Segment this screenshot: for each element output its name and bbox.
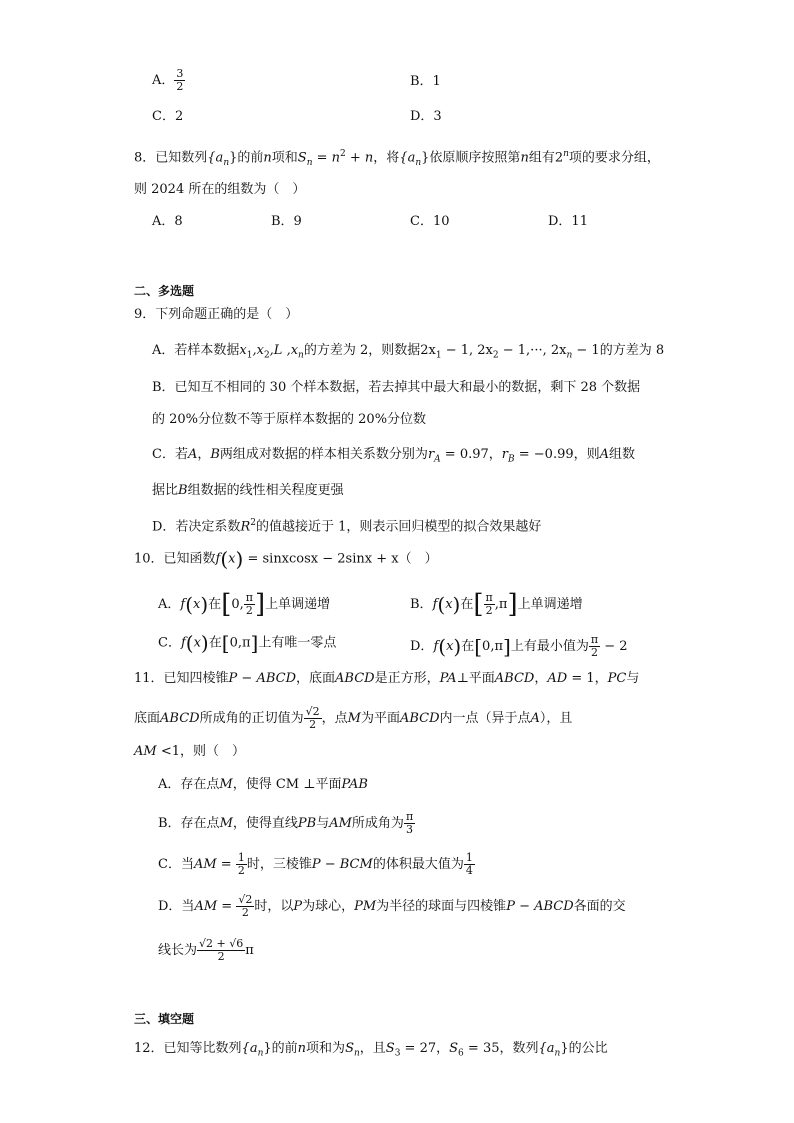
q9-option-b-line2: 的 20%分位数不等于原样本数据的 20%分位数 (152, 412, 427, 427)
q10-option-b: B．f(x)在[ $\frac{\pi}{2}$ ,π]上单调递增 (410, 589, 583, 620)
q9-option-b-line1: B．已知互不相同的 30 个样本数据，若去掉其中最大和最小的数据，剩下 28 个数据 (152, 380, 641, 395)
q11-stem-line3: AM <1，则（ ） (134, 744, 245, 759)
q9-option-d: D．若决定系数$R^2$的值越接近于 1，则表示回归模型的拟合效果越好 (152, 518, 542, 535)
q8-option-d: D．11 (548, 214, 588, 229)
q10-stem: 10．已知函数f(x) = sinxcosx − 2sinx + x（ ） (134, 547, 438, 571)
q12-stem: 12．已知等比数列$\{a_n\}$的前n项和为$S_n$，且$S_3 = 27$，$S_6 = 35$，数列$\{a_n\}$的公比 (134, 1041, 608, 1059)
q10-option-d: D．f(x)在[0,π]上有最小值为 $\frac{\pi}{2}$ − 2 (410, 633, 628, 659)
q7-option-a-fraction: $\frac{3}{2}$ (176, 67, 184, 93)
q7-option-a: A． $\frac{3}{2}$ (152, 67, 184, 93)
q9-stem: 9．下列命题正确的是（ ） (134, 307, 299, 322)
q10-option-a: A．f(x)在[0, $\frac{\pi}{2}$ ]上单调递增 (158, 589, 331, 620)
q8-option-a: A．8 (152, 214, 183, 229)
q8-stem-line2: 则 2024 所在的组数为（ ） (134, 182, 306, 197)
q8-stem-line1: 8．已知数列$\{a_n\}$的前n项和$S_n = n^2 + n$，将$\{a_n\}$依原顺序按照第n组有2$^n$项的要求分组， (134, 149, 660, 168)
q8-option-c: C．10 (410, 214, 450, 229)
q7-option-c: C．2 (152, 109, 184, 124)
q11-stem-line1: 11．已知四棱锥P − ABCD，底面ABCD是正方形，PA⊥平面ABCD，AD = 1，PC与 (134, 671, 640, 686)
q11-option-b: B．存在点M，使得直线PB与AM所成角为 $\frac{\pi}{3}$ (158, 810, 414, 836)
q11-stem-line2: 底面ABCD所成角的正切值为 $\frac{√2}{2}$ ，点M为平面ABCD内一点（异于点A），且 (134, 705, 573, 731)
q9-option-c-line1: C．若A，B两组成对数据的样本相关系数分别为$r_A = 0.97$，$r_B = -0.99$，则A组数 (152, 447, 636, 465)
section-heading-multiple-choice: 二、多选题 (134, 284, 195, 298)
q11-option-a: A．存在点M，使得 CM ⊥平面PAB (158, 777, 368, 792)
q7-option-b: B．1 (410, 74, 441, 89)
q11-option-d-line1: D．当AM = $\frac{√2}{2}$ 时，以P为球心，PM为半径的球面与四棱锥P − ABCD各面的交 (158, 893, 626, 919)
q10-option-c: C．f(x)在[0,π]上有唯一零点 (158, 631, 337, 655)
section-heading-fill-in: 三、填空题 (134, 1012, 195, 1026)
q9-option-c-line2: 据比B组数据的线性相关程度更强 (152, 483, 344, 498)
q8-option-b: B．9 (271, 214, 302, 229)
q11-option-c: C．当AM = $\frac{1}{2}$ 时，三棱锥P − BCM的体积最大值为 $\frac{1}{4}$ (158, 851, 473, 877)
q11-option-d-line2: 线长为 $\frac{√2 + √6}{2}$ π (158, 937, 254, 963)
q7-option-d: D．3 (410, 109, 442, 124)
q9-option-a: A．若样本数据$x_1,x_2,L$ $,x_n$的方差为 2，则数据$2x_1 - 1$, $2x_2 - 1,\cdot\cdot\cdot$, $2x_n - 1$的方差为 8 (152, 343, 665, 361)
